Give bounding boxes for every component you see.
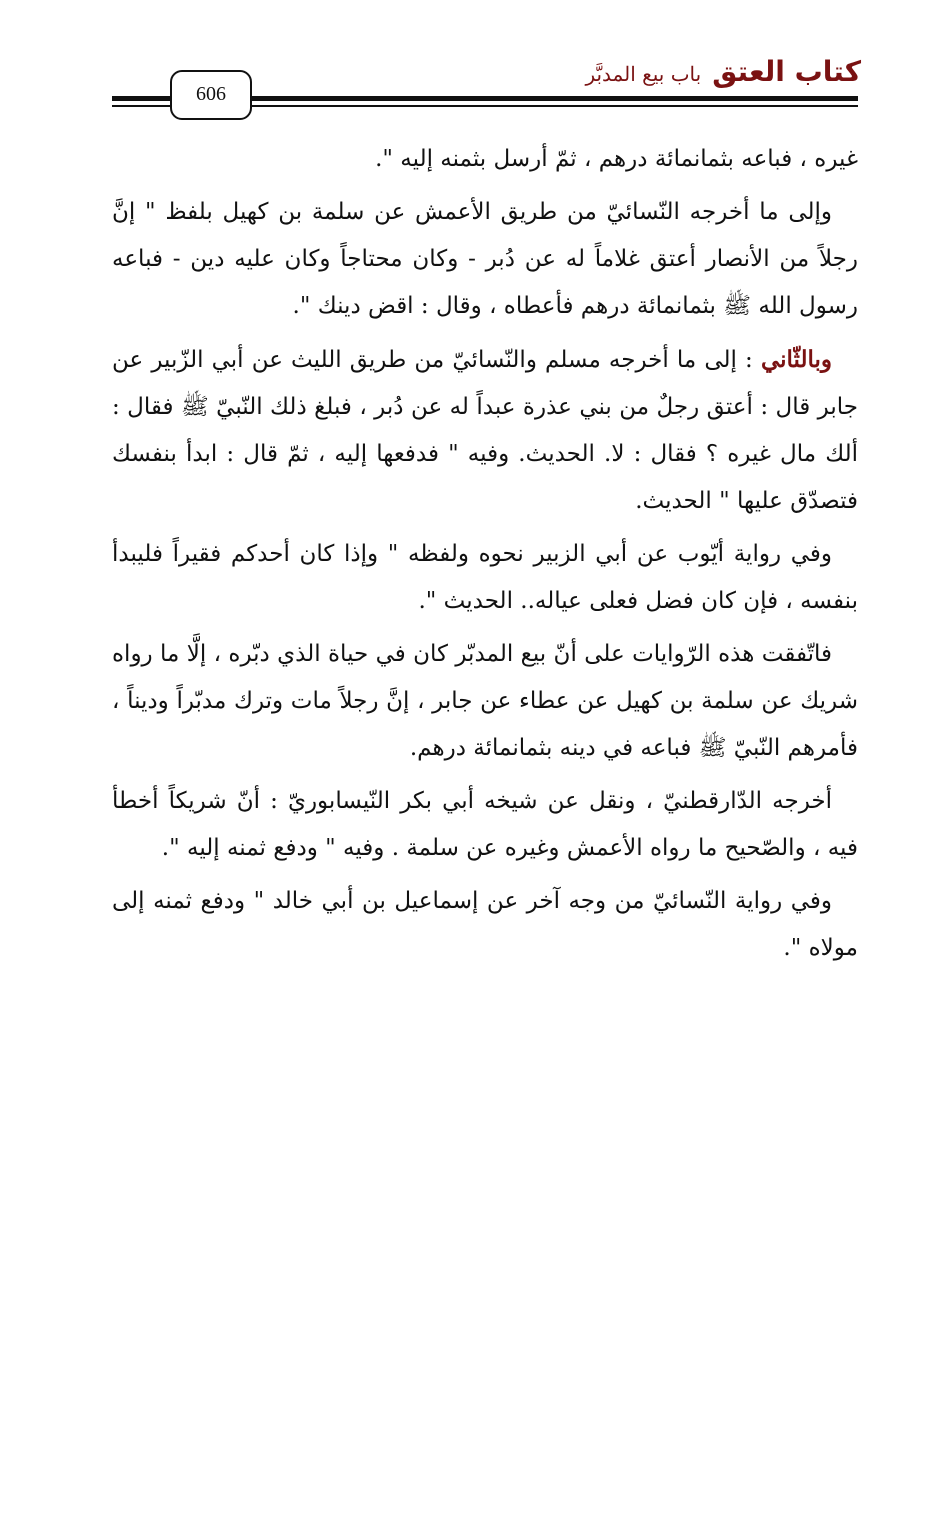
- paragraph-3: [112, 336, 858, 525]
- page-header: [0, 0, 945, 130]
- paragraph-6: أخرجه الدّارقطنيّ ، ونقل عن شيخه أبي بكر النّيسابوريّ : أنّ شريكاً أخطأ فيه ، والصّحيح ما رواه الأعمش وغيره عن سلمة . وفيه " ودفع ثمنه إليه ".: [112, 788, 858, 861]
- chapter-title: باب بيع المدبَّر: [585, 62, 702, 86]
- paragraph-7: وفي رواية النّسائيّ من وجه آخر عن إسماعيل بن أبي خالد " ودفع ثمنه إلى مولاه ".: [112, 888, 858, 961]
- page-body: [112, 136, 858, 978]
- paragraph-1: غيره ، فباعه بثمانمائة درهم ، ثمّ أرسل بثمنه إليه ".: [375, 146, 858, 172]
- page-number: 606: [170, 70, 252, 120]
- running-title: [585, 52, 861, 96]
- book-title: كتاب العتق: [712, 55, 861, 88]
- paragraph-4: وفي رواية أيّوب عن أبي الزبير نحوه ولفظه " وإذا كان أحدكم فقيراً فليبدأ بنفسه ، فإن كان فضل فعلى عياله.. الحديث ".: [112, 541, 858, 614]
- paragraph-5: فاتّفقت هذه الرّوايات على أنّ بيع المدبّر كان في حياة الذي دبّره ، إلَّا ما رواه شريك عن سلمة بن كهيل عن عطاء عن جابر ، إنَّ رجلاً مات وترك مدبّراً وديناً ، فأمرهم النّبيّ ﷺ فباعه في دينه بثمانمائة درهم.: [112, 641, 858, 761]
- paragraph-2: وإلى ما أخرجه النّسائيّ من طريق الأعمش عن سلمة بن كهيل بلفظ " إنَّ رجلاً من الأنصار أعتق غلاماً له عن دُبر - وكان محتاجاً وكان عليه دين - فباعه رسول الله ﷺ بثمانمائة درهم فأعطاه ، وقال : اقض دينك ".: [112, 199, 858, 319]
- paragraph-3-lead: وبالثّاني: [760, 346, 832, 373]
- paragraph-3-text: : إلى ما أخرجه مسلم والنّسائيّ من طريق الليث عن أبي الزّبير عن جابر قال : أعتق رجلٌ من بني عذرة عبداً له عن دُبر ، فبلغ ذلك النّبيّ ﷺ فقال : ألك مال غيره ؟ فقال : لا. الحديث. وفيه " فدفعها إليه ، ثمّ قال : ابدأ بنفسك فتصدّق عليها " الحديث.: [112, 347, 858, 514]
